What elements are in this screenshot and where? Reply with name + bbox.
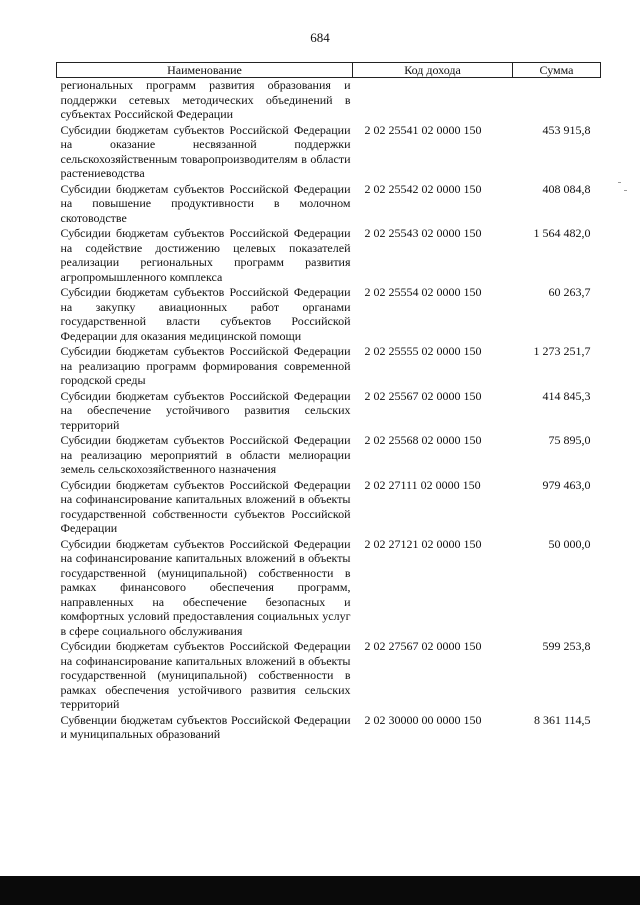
table-row: [57, 478, 601, 537]
row-code: 2 02 27567 02 0000 150: [364, 639, 482, 653]
row-code: [353, 78, 513, 123]
row-name: Субсидии бюджетам субъектов Российской Федерации на содействие достижению целевых показателей реализации региональных программ развития агропромышленного комплекса: [60, 226, 351, 284]
scan-mark: [624, 190, 627, 191]
table-row: [57, 123, 601, 182]
row-code: 2 02 27121 02 0000 150: [364, 536, 482, 551]
row-code: 2 02 25554 02 0000 150: [364, 285, 482, 299]
page-number: 684: [310, 30, 330, 45]
row-code: 2 02 25555 02 0000 150: [364, 344, 482, 358]
table-header-row: [57, 63, 601, 78]
row-name: Субвенции бюджетам субъектов Российской Федерации и муниципальных образований: [60, 712, 351, 741]
row-sum: 60 263,7: [548, 285, 591, 299]
row-code: 2 02 25543 02 0000 150: [364, 226, 482, 240]
table-row: [57, 182, 601, 227]
scan-mark: [618, 182, 621, 183]
row-sum: 75 895,0: [548, 433, 591, 447]
row-code: 2 02 27111 02 0000 150: [364, 477, 481, 492]
row-sum: 50 000,0: [548, 536, 591, 551]
row-sum: 599 253,8: [542, 639, 591, 653]
table-row: [57, 713, 601, 743]
table-row: [57, 344, 601, 389]
row-name: Субсидии бюджетам субъектов Российской Федерации на софинансирование капитальных вложений в объекты государственной собственности субъектов Российской Федерации: [60, 477, 351, 535]
row-name: Субсидии бюджетам субъектов Российской Федерации на обеспечение устойчивого развития сельских территорий: [60, 388, 351, 432]
row-code: 2 02 25567 02 0000 150: [364, 388, 482, 403]
row-sum: [513, 78, 601, 123]
row-name: Субсидии бюджетам субъектов Российской Федерации на оказание несвязанной поддержки сельскохозяйственным товаропроизводителям в области растениеводства: [60, 122, 351, 180]
row-sum: 414 845,3: [542, 388, 591, 403]
row-name: Субсидии бюджетам субъектов Российской Федерации на софинансирование капитальных вложений в объекты государственной (муниципальной) собственности в рамках обеспечения устойчивого развития сельских территорий: [60, 639, 351, 711]
row-code: 2 02 25568 02 0000 150: [364, 433, 482, 447]
row-name: Субсидии бюджетам субъектов Российской Федерации на реализацию программ формирования современной городской среды: [60, 344, 351, 387]
row-sum: 408 084,8: [542, 181, 591, 196]
row-sum: 8 361 114,5: [533, 712, 591, 727]
row-code: 2 02 30000 00 0000 150: [364, 712, 482, 727]
row-name: Субсидии бюджетам субъектов Российской Федерации на закупку авиационных работ органами государственной власти субъектов Российской Федерации для оказания медицинской помощи: [60, 285, 351, 343]
table-row: [57, 639, 601, 713]
row-name: Субсидии бюджетам субъектов Российской Федерации на софинансирование капитальных вложений в объекты государственной (муниципальной) собственности в рамках финансового обеспечения программ, направленных на обеспечение безопасных и комфортных условий предоставления социальных услуг в сфере социального обслуживания: [60, 536, 351, 638]
header-code: Код дохода: [353, 63, 513, 78]
row-sum: 453 915,8: [542, 122, 591, 137]
row-name: Субсидии бюджетам субъектов Российской Федерации на повышение продуктивности в молочном скотоводстве: [60, 181, 351, 225]
row-sum: 979 463,0: [542, 477, 591, 492]
row-code: 2 02 25541 02 0000 150: [364, 122, 482, 137]
row-name: Субсидии бюджетам субъектов Российской Федерации на реализацию мероприятий в области мелиорации земель сельскохозяйственного назначения: [60, 433, 351, 476]
table-row: [57, 537, 601, 640]
table-row: [57, 78, 601, 123]
table-row: [57, 285, 601, 344]
row-code: 2 02 25542 02 0000 150: [364, 181, 482, 196]
row-sum: 1 273 251,7: [533, 344, 591, 358]
row-name: региональных программ развития образования и поддержки сетевых методических объединений в субъектах Российской Федерации: [60, 78, 351, 121]
row-sum: 1 564 482,0: [533, 226, 591, 240]
table-row: [57, 433, 601, 478]
revenue-table: [56, 62, 601, 743]
header-sum: Сумма: [513, 63, 601, 78]
scan-bottom-edge: [0, 876, 640, 905]
header-name: Наименование: [57, 63, 353, 78]
table-row: [57, 389, 601, 434]
table-row: [57, 226, 601, 285]
